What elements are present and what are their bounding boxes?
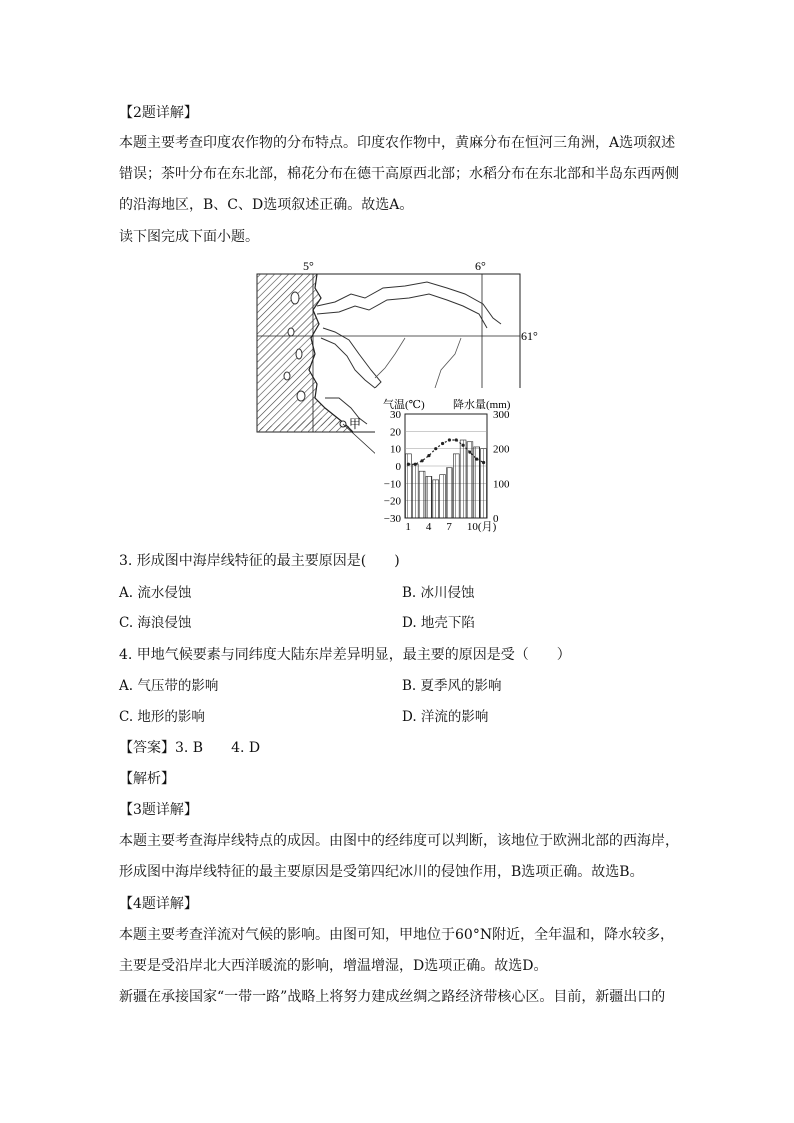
temp-tick-label: −20 bbox=[383, 495, 401, 508]
figure-intro: 读下图完成下面小题。 bbox=[119, 229, 259, 245]
q4-detail-line-2: 主要是受沿岸北大西洋暖流的影响，增温增湿，D选项正确。故选D。 bbox=[119, 958, 548, 974]
q2-detail-line-3: 的沿海地区，B、C、D选项叙述正确。故选A。 bbox=[119, 197, 414, 213]
q3-option-a[interactable]: A. 流水侵蚀 bbox=[119, 585, 192, 601]
q3-detail-line-2: 形成图中海岸线特征的最主要原因是受第四纪冰川的侵蚀作用，B选项正确。故选B。 bbox=[119, 864, 644, 880]
precip-bar bbox=[412, 464, 418, 518]
q4-option-d[interactable]: D. 洋流的影响 bbox=[402, 709, 489, 725]
precip-bar bbox=[440, 475, 446, 518]
lat-label: 61° bbox=[521, 329, 538, 343]
temperature-point bbox=[420, 459, 423, 462]
point-jia-label: 甲 bbox=[349, 417, 362, 431]
answer-line: 【答案】3. B 4. D bbox=[119, 740, 261, 756]
month-tick-label: 4 bbox=[425, 521, 432, 533]
q4-detail-line-1: 本题主要考查洋流对气候的影响。由图可知，甲地位于60°N附近，全年温和，降水较多， bbox=[119, 927, 675, 943]
map-svg bbox=[255, 258, 545, 538]
temperature-point bbox=[414, 463, 417, 466]
precip-tick-label: 100 bbox=[493, 478, 510, 491]
precip-bar bbox=[433, 480, 439, 518]
lon-label-left: 5° bbox=[303, 259, 314, 273]
q4-option-a[interactable]: A. 气压带的影响 bbox=[119, 678, 219, 694]
precip-axis-title: 降水量(mm) bbox=[453, 399, 511, 411]
precip-bar bbox=[426, 476, 432, 518]
precip-tick-label: 200 bbox=[493, 443, 510, 456]
q2-detail-line-2: 错误；茶叶分布在东北部，棉花分布在德干高原西北部；水稻分布在东北部和半岛东西两侧 bbox=[119, 166, 679, 182]
month-tick-label: 10(月) bbox=[466, 521, 497, 533]
temp-tick-label: 10 bbox=[390, 443, 401, 456]
precip-bar bbox=[419, 471, 425, 518]
temperature-point bbox=[475, 457, 478, 460]
precip-bar bbox=[481, 449, 487, 518]
precip-tick-label: 0 bbox=[493, 513, 499, 525]
temperature-point bbox=[448, 438, 451, 441]
temperature-point bbox=[434, 447, 437, 450]
q4-detail-heading: 【4题详解】 bbox=[119, 896, 198, 912]
map-climate-figure bbox=[255, 258, 545, 538]
month-tick-label: 7 bbox=[446, 521, 452, 533]
temp-tick-label: 0 bbox=[395, 461, 401, 473]
month-tick-label: 1 bbox=[405, 521, 411, 533]
q3-detail-heading: 【3题详解】 bbox=[119, 802, 198, 818]
q3-option-c[interactable]: C. 海浪侵蚀 bbox=[119, 615, 192, 631]
temperature-point bbox=[455, 438, 458, 441]
temperature-point bbox=[482, 461, 485, 464]
precip-bar bbox=[460, 440, 466, 518]
analysis-heading: 【解析】 bbox=[119, 771, 175, 787]
next-question-line: 新疆在承接国家“一带一路”战略上将努力建成丝绸之路经济带核心区。目前，新疆出口的 bbox=[119, 989, 666, 1005]
temp-axis-title: 气温(℃) bbox=[383, 399, 425, 411]
q4-stem: 4. 甲地气候要素与同纬度大陆东岸差异明显，最主要的原因是受（ ） bbox=[119, 647, 571, 663]
temp-tick-label: −30 bbox=[383, 513, 401, 525]
q3-option-b[interactable]: B. 冰川侵蚀 bbox=[402, 585, 475, 601]
temperature-point bbox=[441, 442, 444, 445]
temperature-point bbox=[407, 463, 410, 466]
temp-tick-label: 20 bbox=[390, 426, 401, 439]
precip-bar bbox=[453, 454, 459, 518]
q3-detail-line-1: 本题主要考查海岸线特点的成因。由图中的经纬度可以判断，该地位于欧洲北部的西海岸， bbox=[119, 833, 679, 849]
temperature-point bbox=[461, 444, 464, 447]
temperature-point bbox=[427, 454, 430, 457]
q4-option-c[interactable]: C. 地形的影响 bbox=[119, 709, 205, 725]
q3-option-d[interactable]: D. 地壳下陷 bbox=[402, 615, 475, 631]
q2-detail-line-1: 本题主要考查印度农作物的分布特点。印度农作物中，黄麻分布在恒河三角洲，A选项叙述 bbox=[119, 135, 676, 151]
q4-option-b[interactable]: B. 夏季风的影响 bbox=[402, 678, 502, 694]
temp-tick-label: 30 bbox=[390, 409, 401, 421]
lon-label-right: 6° bbox=[475, 259, 486, 273]
precip-tick-label: 300 bbox=[493, 409, 510, 421]
q2-detail-heading: 【2题详解】 bbox=[119, 105, 198, 121]
temp-tick-label: −10 bbox=[383, 478, 401, 491]
precip-bar bbox=[447, 468, 453, 518]
q3-stem: 3. 形成图中海岸线特征的最主要原因是( ) bbox=[119, 553, 400, 569]
temperature-point bbox=[468, 451, 471, 454]
